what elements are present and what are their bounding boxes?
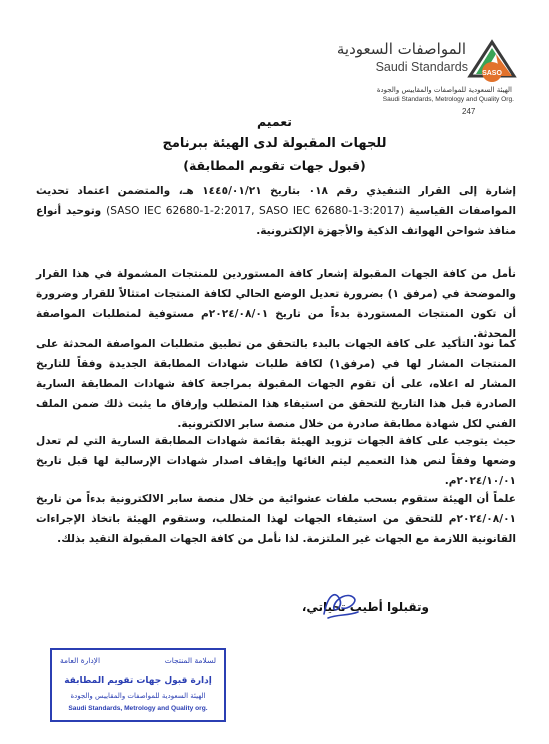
paragraph-verification: كما نود التأكيد على كافة الجهات بالبدء بالتحقق من تطبيق متطلبات المواصفة المحدثة على المنتجات المشار لها في (مرفق١) لكافة طلبات شهادات المطابقة الجديدة وفقاً للتاريخ المشار له اعلاه، على أن تقوم الجهات المقبولة بمراجعة كافة شهادات المطابقة السارية الصادرة قبل هذا التاريخ للتحقق من استيفاء هذا المتطلب وإرفاق ما يثبت ذلك ضمن الملف الفني لكل شهادة مطابقة صادرة من خلال منصة سابر الالكترونية.: [36, 338, 516, 430]
logo-english-name: Saudi Standards: [375, 60, 468, 74]
stamp-division: لسلامة المنتجات: [164, 656, 216, 665]
paragraph-reference-end: وتوحيد أنواع منافذ شواحن الهواتف الذكية والأجهزة الإلكترونية.: [36, 205, 516, 237]
signature-icon: [318, 584, 362, 624]
saso-logo-icon: [466, 36, 518, 84]
memo-title: تعميم: [256, 114, 293, 129]
stamp-office-name: إدارة قبول جهات تقويم المطابقة: [64, 676, 212, 686]
stamp-org-english: Saudi Standards, Metrology and Quality org.: [68, 705, 208, 712]
logo-badge-text: SASO: [482, 70, 502, 77]
official-stamp: [50, 648, 226, 722]
memo-addressee: للجهات المقبولة لدى الهيئة ببرنامج: [162, 136, 387, 151]
stamp-header: [52, 656, 224, 674]
stamp-department: الإدارة العامة: [60, 656, 101, 665]
closing-greeting: وتقبلوا أطيب تحياتي،: [301, 600, 429, 614]
memo-program: (قبول جهات تقويم المطابقة): [183, 158, 366, 173]
paragraph-reference-text: إشارة إلى القرار التنفيذي رقم ٠١٨ بتاريخ ١٤٤٥/٠١/٢١ هـ، والمتضمن اعتماد تحديث المواصفات القياسية: [36, 185, 516, 217]
paragraph-audit: علماً أن الهيئة ستقوم بسحب ملفات عشوائية من خلال منصة سابر الالكترونية بدءاً من تاريخ ٢٠٢٤/٠٨/٠١م للتحقق من استيفاء الجهات لهذا المتطلب، وستقوم الهيئة باتخاذ الإجراءات القانونية اللازمة مع الجهات غير الملتزمة. لذا نأمل من كافة الجهات المقبولة التقيد بذلك.: [36, 493, 516, 545]
org-name-english: Saudi Standards, Metrology and Quality Org.: [382, 96, 514, 103]
standard-codes: (SASO IEC 62680-1-2:2017, SASO IEC 62680-1-3:2017): [106, 205, 405, 217]
logo-arabic-name: المواصفات السعودية: [336, 40, 466, 58]
stamp-org-arabic: الهيئة السعودية للمواصفات والمقاييس والجودة: [70, 692, 206, 700]
paragraph-request: نأمل من كافة الجهات المقبولة إشعار كافة المستوردين للمنتجات المشمولة في هذا القرار والموضحة في (مرفق ١) بضرورة تعديل الوضع الحالي لكافة المنتجات امتثالاً للقرار وضرورة أن تكون المنتجات المستوردة بدءاً من تاريخ ٢٠٢٤/٠٨/٠١م مستوفية لمتطلبات المواصفة المحدثة.: [36, 268, 516, 340]
reference-number: 247: [462, 107, 476, 116]
paragraph-reference: [36, 181, 516, 241]
saso-logo: [336, 34, 526, 104]
paragraph-certificate-list: حيث يتوجب على كافة الجهات تزويد الهيئة بقائمة شهادات المطابقة السارية التي لم تعدل وضعها وفقاً لنص هذا التعميم ليتم الغائها وإيقاف اصدار شهادات الإرسالية لها قبل تاريخ ٢٠٢٤/١٠/٠١م.: [36, 435, 516, 487]
org-name-arabic: الهيئة السعودية للمواصفات والمقاييس والجودة: [376, 86, 512, 94]
